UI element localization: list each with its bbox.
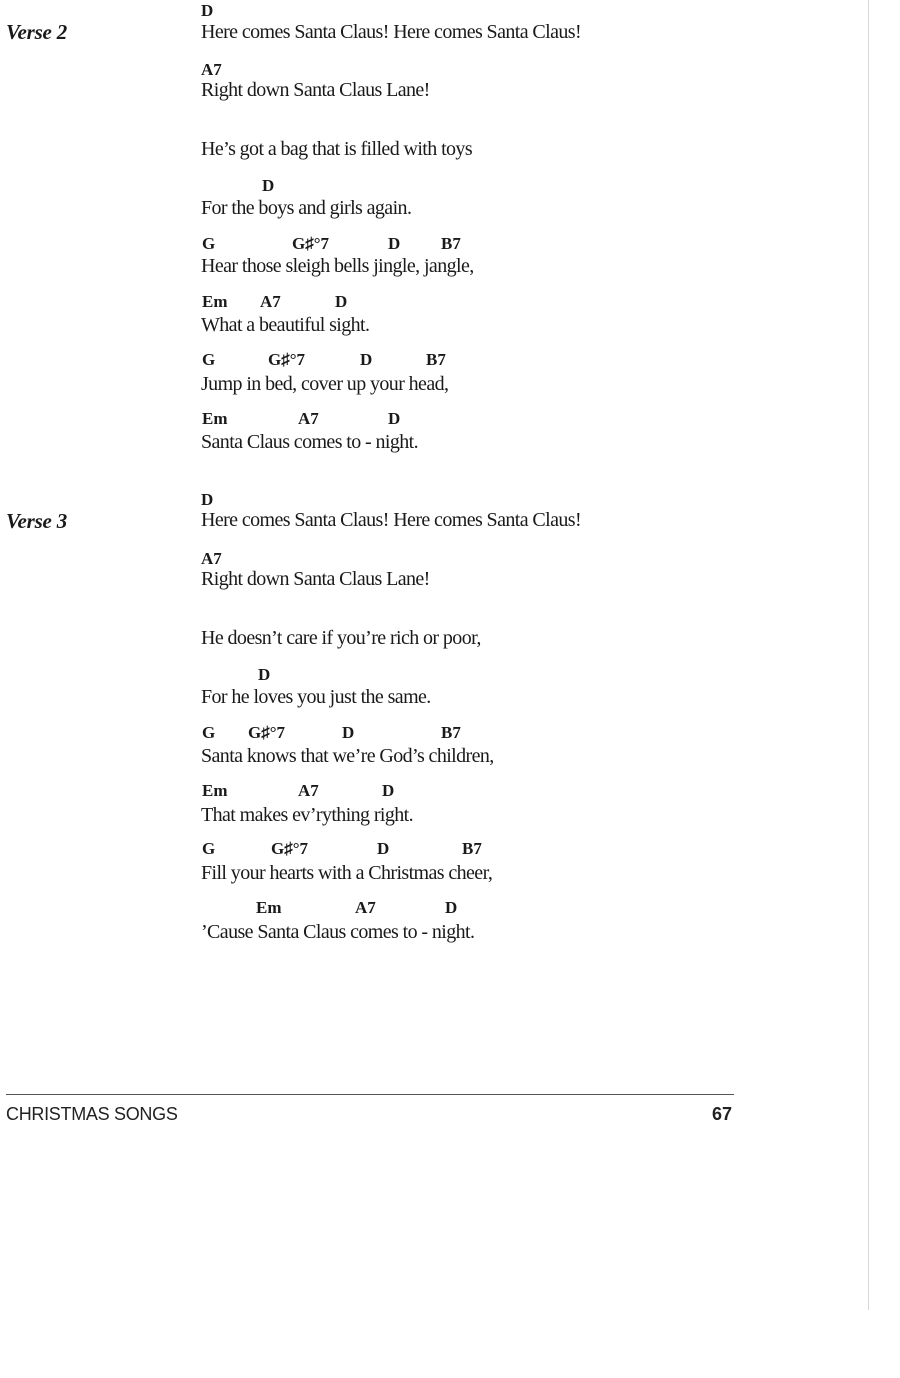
lyric-line: That makes ev’rything right. (201, 804, 414, 826)
chord: D (335, 292, 348, 311)
chord: G (202, 723, 216, 742)
chord: D (201, 1, 214, 20)
chord: Em (256, 898, 282, 917)
chord: A7 (260, 292, 281, 311)
chord: G♯°7 (292, 234, 330, 253)
page-number: 67 (712, 1104, 733, 1124)
lyric-line: He’s got a bag that is filled with toys (201, 138, 473, 160)
chord: G (202, 350, 216, 369)
chord: D (388, 234, 401, 253)
lyric-line: For he loves you just the same. (201, 686, 431, 708)
lyric-line: What a beautiful sight. (201, 314, 370, 336)
lyric-line: Here comes Santa Claus! Here comes Santa Claus! (201, 21, 582, 43)
lyric-line: For the boys and girls again. (201, 197, 412, 219)
page-edge-divider (868, 0, 869, 1310)
lyric-line: Santa knows that we’re God’s children, (201, 745, 494, 767)
chord: A7 (201, 60, 222, 79)
chord: Em (202, 292, 228, 311)
lyric-line: ’Cause Santa Claus comes to - night. (201, 921, 475, 943)
chord: D (388, 409, 401, 428)
lyric-line: Fill your hearts with a Christmas cheer, (201, 862, 493, 884)
chord: B7 (426, 350, 446, 369)
lyric-line: Here comes Santa Claus! Here comes Santa Claus! (201, 509, 582, 531)
chord: G (202, 234, 216, 253)
verse-label: Verse 2 (6, 20, 68, 44)
chord: B7 (441, 723, 461, 742)
chord: D (382, 781, 395, 800)
chord: G♯°7 (248, 723, 286, 742)
chord: D (258, 665, 271, 684)
chord: A7 (355, 898, 376, 917)
footer-book-title: CHRISTMAS SONGS (6, 1104, 178, 1124)
chord: G♯°7 (271, 839, 309, 858)
lyric-line: Right down Santa Claus Lane! (201, 568, 430, 590)
lyric-line: Right down Santa Claus Lane! (201, 79, 430, 101)
chord: A7 (298, 409, 319, 428)
chord: Em (202, 409, 228, 428)
chord: G♯°7 (268, 350, 306, 369)
footer-divider (6, 1094, 734, 1095)
lyric-line: Hear those sleigh bells jingle, jangle, (201, 255, 474, 277)
chord: D (445, 898, 458, 917)
chord: A7 (298, 781, 319, 800)
chord: B7 (462, 839, 482, 858)
chord: D (360, 350, 373, 369)
chord: D (377, 839, 390, 858)
chord: B7 (441, 234, 461, 253)
verse-label: Verse 3 (6, 509, 68, 533)
chord: D (342, 723, 355, 742)
chord: Em (202, 781, 228, 800)
lyric-line: He doesn’t care if you’re rich or poor, (201, 627, 481, 649)
chord: G (202, 839, 216, 858)
lyric-line: Santa Claus comes to - night. (201, 431, 419, 453)
chord: A7 (201, 549, 222, 568)
chord: D (262, 176, 275, 195)
chord: D (201, 490, 214, 509)
lyric-line: Jump in bed, cover up your head, (201, 373, 449, 395)
